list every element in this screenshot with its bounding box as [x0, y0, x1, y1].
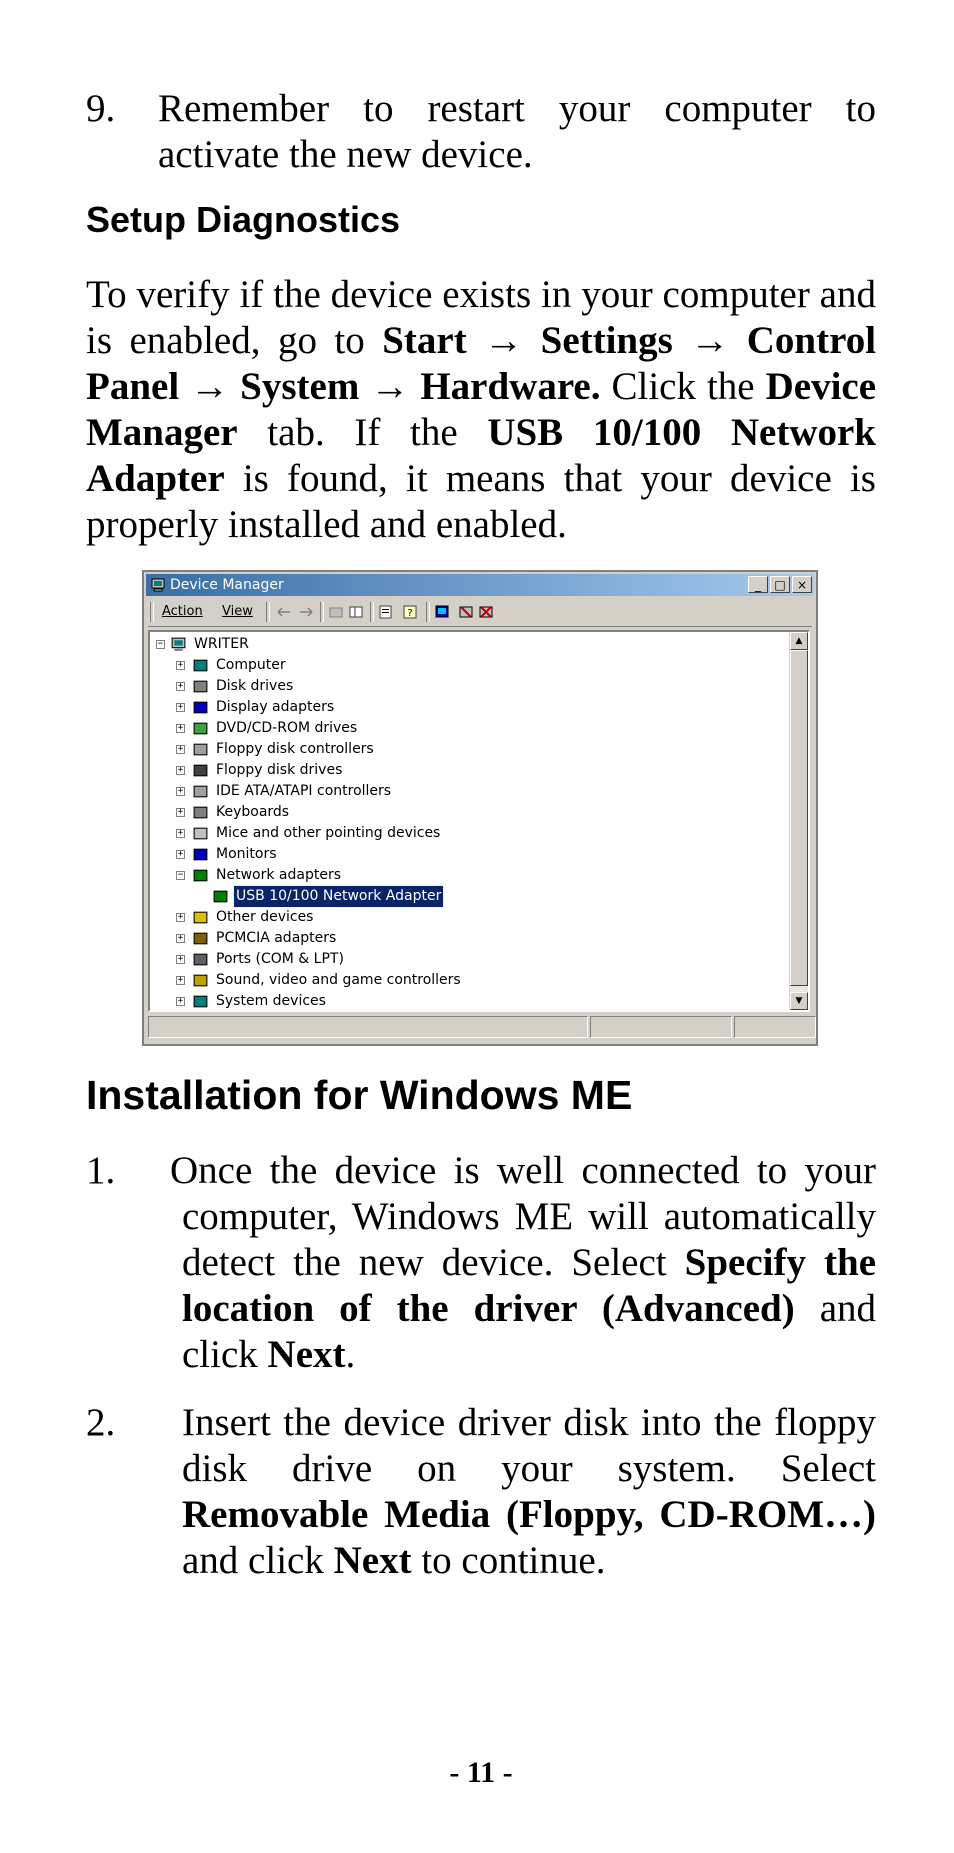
tree-item-label: Ports (COM & LPT) [216, 951, 344, 967]
status-panel [148, 1016, 588, 1038]
menu-action[interactable]: Action [162, 604, 203, 619]
window-controls [748, 576, 812, 593]
minimize-button[interactable]: _ [748, 576, 768, 593]
page-number: - 11 - [449, 1756, 513, 1789]
show-hide-tree-icon[interactable] [348, 604, 364, 620]
tree-item-label: Network adapters [216, 867, 341, 883]
scroll-down-button[interactable]: ▼ [790, 992, 808, 1010]
tree-item-label: Display adapters [216, 699, 335, 715]
step-number: 2. [86, 1401, 116, 1444]
tree-item-label: Keyboards [216, 804, 290, 820]
expand-toggle[interactable]: + [177, 681, 184, 691]
tree-item-label: Computer [216, 657, 286, 673]
forward-arrow-icon[interactable] [298, 604, 314, 620]
expand-toggle[interactable]: + [177, 828, 184, 838]
display-adapter-icon [192, 699, 209, 716]
tree-item-label: Disk drives [216, 678, 294, 694]
toolbar [148, 600, 812, 627]
network-card-icon [212, 888, 229, 905]
disk-drive-icon [192, 678, 209, 695]
controller-icon [192, 741, 209, 758]
back-arrow-icon[interactable] [276, 604, 292, 620]
step-number: 9. [86, 87, 116, 130]
expand-toggle[interactable]: + [177, 849, 184, 859]
close-button[interactable]: × [792, 576, 812, 593]
question-icon [192, 909, 209, 926]
tree-item-label: Floppy disk drives [216, 762, 343, 778]
computer-icon [170, 636, 187, 653]
toolbar-separator [266, 602, 270, 622]
disable-device-icon[interactable] [458, 604, 474, 620]
expand-toggle[interactable]: + [177, 996, 184, 1006]
verify-paragraph: To verify if the device exists in your computer and is enabled, go to Start → Settings → Control Panel → System → Hardware. Click the Device Manager tab. If the USB 10/100 Network Adapter is found, it means that your device is properly installed and enabled. [86, 273, 877, 546]
tree-item-label: USB 10/100 Network Adapter [234, 886, 443, 907]
tree-item-label: PCMCIA adapters [216, 930, 337, 946]
svg-text:?: ? [407, 608, 413, 619]
device-manager-window [142, 570, 818, 1046]
arrow-icon: → [484, 319, 524, 362]
tree-item-label: DVD/CD-ROM drives [216, 720, 358, 736]
speaker-icon [192, 972, 209, 989]
scroll-up-button[interactable]: ▲ [790, 632, 808, 650]
toolbar-separator [370, 602, 374, 622]
computer-icon [150, 577, 166, 593]
arrow-icon: → [370, 365, 410, 408]
computer-icon [192, 657, 209, 674]
step-text: Insert the device driver disk into the floppy disk drive on your system. Select Removable Media (Floppy, CD-ROM…) and click Next to continue. [182, 1401, 876, 1582]
collapse-toggle[interactable]: − [157, 639, 164, 649]
menu-view[interactable]: View [222, 604, 253, 619]
scroll-thumb[interactable] [790, 650, 808, 986]
up-folder-icon[interactable] [328, 604, 344, 620]
floppy-icon [192, 762, 209, 779]
tree-item-label: Other devices [216, 909, 314, 925]
keyboard-icon [192, 804, 209, 821]
status-panel [734, 1016, 816, 1038]
toolbar-separator [150, 602, 154, 622]
expand-toggle[interactable]: + [177, 807, 184, 817]
tree-item-label: Mice and other pointing devices [216, 825, 441, 841]
arrow-icon: → [690, 319, 730, 362]
setup-diagnostics-heading: Setup Diagnostics [86, 199, 401, 240]
status-panel [590, 1016, 732, 1038]
expand-toggle[interactable]: + [177, 744, 184, 754]
step-number: 1. [86, 1149, 116, 1192]
tree-item-label: Monitors [216, 846, 277, 862]
tree-root-label: WRITER [194, 636, 249, 652]
toolbar-separator [320, 602, 324, 622]
tree-item-label: Sound, video and game controllers [216, 972, 461, 988]
toolbar-separator [426, 602, 430, 622]
cdrom-icon [192, 720, 209, 737]
expand-toggle[interactable]: + [177, 975, 184, 985]
port-icon [192, 951, 209, 968]
install-heading: Installation for Windows ME [86, 1072, 633, 1118]
arrow-icon: → [190, 365, 230, 408]
expand-toggle[interactable]: + [177, 954, 184, 964]
window-title: Device Manager [170, 577, 284, 593]
network-adapter-icon [192, 867, 209, 884]
expand-toggle[interactable]: + [177, 786, 184, 796]
window-titlebar[interactable] [146, 574, 814, 596]
pcmcia-icon [192, 930, 209, 947]
tree-item-label: IDE ATA/ATAPI controllers [216, 783, 392, 799]
scan-hardware-icon[interactable] [434, 604, 450, 620]
device-tree [148, 630, 810, 1012]
expand-toggle[interactable]: + [177, 660, 184, 670]
controller-icon [192, 783, 209, 800]
collapse-toggle[interactable]: − [177, 870, 184, 880]
expand-toggle[interactable]: + [177, 702, 184, 712]
help-icon[interactable] [402, 604, 418, 620]
maximize-button[interactable]: □ [770, 576, 790, 593]
properties-icon[interactable] [378, 604, 394, 620]
expand-toggle[interactable]: + [177, 912, 184, 922]
status-bar [148, 1016, 812, 1040]
uninstall-device-icon[interactable] [478, 604, 494, 620]
step-text: Once the device is well connected to your computer, Windows ME will automatically detect the new device. Select Specify the location of the driver (Advanced) and click Next. [170, 1149, 877, 1376]
mouse-icon [192, 825, 209, 842]
tree-item-label: System devices [216, 993, 326, 1009]
expand-toggle[interactable]: + [177, 765, 184, 775]
step-text: Remember to restart your computer to activate the new device. [158, 87, 876, 176]
vertical-scrollbar[interactable] [789, 632, 808, 1010]
expand-toggle[interactable]: + [177, 723, 184, 733]
expand-toggle[interactable]: + [177, 933, 184, 943]
monitor-icon [192, 846, 209, 863]
computer-icon [192, 993, 209, 1010]
tree-item-label: Floppy disk controllers [216, 741, 374, 757]
